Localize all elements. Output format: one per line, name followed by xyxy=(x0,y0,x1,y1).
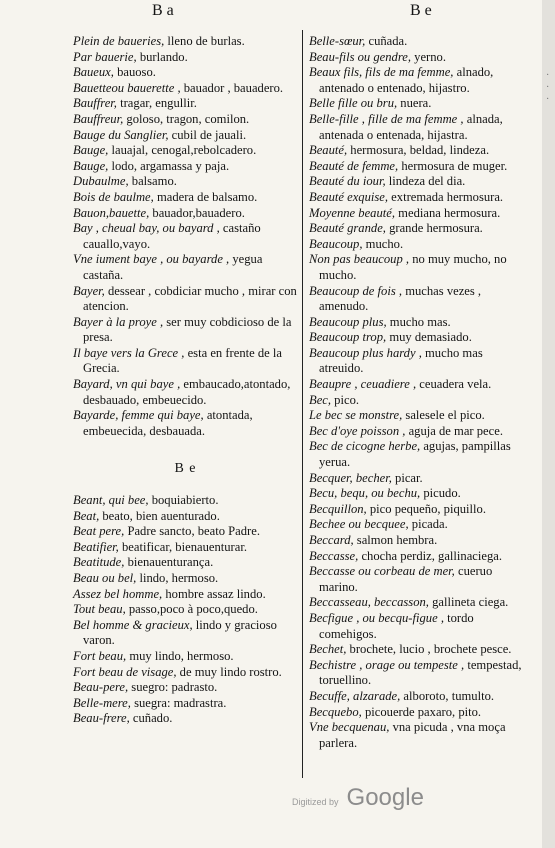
entry-headword: Tout beau, xyxy=(73,602,126,617)
left-running-header: B a xyxy=(152,2,174,19)
entry-headword: Beaux fils, fils de ma femme, xyxy=(309,65,454,80)
dictionary-entry xyxy=(73,711,298,727)
dictionary-entry xyxy=(73,284,298,315)
entry-headword: Belle fille ou bru, xyxy=(309,96,398,111)
entry-headword: Belle-sœur, xyxy=(309,34,366,48)
entry-headword: Vne becquenau, xyxy=(309,720,390,735)
entry-headword: Beauté du iour, xyxy=(309,174,386,189)
entry-headword: Bayer, xyxy=(73,283,105,298)
dictionary-entry xyxy=(73,128,298,144)
entry-headword: Bay , cheual bay, ou bayard , xyxy=(73,221,220,236)
google-logo: Google xyxy=(346,784,424,811)
bleed-through-marks: · · · xyxy=(546,70,550,105)
entry-definition: muy lindo, hermoso. xyxy=(126,648,234,663)
entry-definition: mucho. xyxy=(362,236,404,251)
entry-headword: Beccasse, xyxy=(309,548,359,563)
entry-definition: grande hermosura. xyxy=(385,221,483,236)
dictionary-entry xyxy=(73,665,298,681)
entry-headword: Beaucoup trop, xyxy=(309,330,387,345)
entry-definition: mediana hermosura. xyxy=(395,205,501,220)
entry-definition: tragar, engullir. xyxy=(116,96,197,111)
entry-headword: Bois de baulme, xyxy=(73,189,154,204)
entry-headword: Beauté, xyxy=(309,143,348,158)
dictionary-entry xyxy=(309,424,527,440)
entry-headword: Beaucoup, xyxy=(309,236,363,251)
entry-headword: Beat pere, xyxy=(73,524,125,539)
entry-definition: hermosura, beldad, lindeza. xyxy=(347,143,490,158)
dictionary-entry xyxy=(73,602,298,618)
entry-headword: Beat, xyxy=(73,508,100,523)
entry-definition: burlando. xyxy=(136,49,188,64)
dictionary-entry xyxy=(309,408,527,424)
entry-headword: Bechee ou becquee, xyxy=(309,517,409,532)
entry-definition: muy demasiado. xyxy=(386,330,472,345)
entry-headword: Bauffrer, xyxy=(73,96,117,111)
entry-definition: tempestad, toruellino. xyxy=(319,657,522,688)
dictionary-entry xyxy=(309,533,527,549)
entry-headword: Belle-mere, xyxy=(73,695,131,710)
dictionary-entry xyxy=(309,190,527,206)
entry-headword: Beaucoup plus, xyxy=(309,314,387,329)
entry-definition: castaño cauallo,vayo. xyxy=(83,221,261,251)
entry-headword: Beaupre , ceuadiere , xyxy=(309,377,417,392)
entry-headword: Bechet, xyxy=(309,642,347,657)
dictionary-entry xyxy=(73,346,298,377)
dictionary-entry xyxy=(309,564,527,595)
entry-definition: picada. xyxy=(408,517,448,532)
entry-headword: Baueux, xyxy=(73,65,114,80)
entry-definition: lindo, hermoso. xyxy=(136,571,219,585)
entry-headword: Becquebo, xyxy=(309,704,362,719)
entry-headword: Bel homme & gracieux, xyxy=(73,617,193,632)
entry-headword: Beccasse ou corbeau de mer, xyxy=(309,564,455,579)
entry-headword: Beaucoup de fois , xyxy=(309,283,403,298)
entry-definition: bauoso. xyxy=(113,65,156,80)
entry-definition: lindeza del dia. xyxy=(385,174,466,189)
entry-definition: dessear , cobdiciar mucho , mirar con atencion. xyxy=(83,283,297,314)
entry-definition: brochete, lucio , brochete pesce. xyxy=(346,642,512,657)
dictionary-entry xyxy=(309,237,527,253)
right-entries xyxy=(309,34,527,751)
dictionary-entry xyxy=(73,509,298,525)
entry-headword: Assez bel homme, xyxy=(73,586,163,601)
dictionary-entry xyxy=(309,642,527,658)
entry-definition: bauador,bauadero. xyxy=(149,205,245,220)
dictionary-entry xyxy=(73,571,298,587)
dictionary-entry xyxy=(309,50,527,66)
entry-definition: cuñado. xyxy=(129,711,173,726)
left-column xyxy=(73,34,298,727)
entry-definition: extremada hermosura. xyxy=(388,189,504,204)
entry-definition: salesele el pico. xyxy=(402,408,485,423)
section-title: B e xyxy=(174,461,197,477)
entry-headword: Bauge, xyxy=(73,143,109,158)
entry-definition: cubil de jauali. xyxy=(168,127,247,142)
dictionary-entry xyxy=(73,315,298,346)
entry-definition: esta en frente de la Grecia. xyxy=(83,345,282,376)
dictionary-entry xyxy=(73,96,298,112)
dictionary-entry xyxy=(73,377,298,408)
entry-headword: Beauté grande, xyxy=(309,221,386,236)
entry-definition: picar. xyxy=(391,470,423,485)
entry-headword: Becu, bequ, ou bechu, xyxy=(309,486,421,501)
entry-definition: de muy lindo rostro. xyxy=(176,664,282,679)
entry-definition: balsamo. xyxy=(128,174,177,189)
dictionary-entry xyxy=(309,159,527,175)
entry-headword: Beaucoup plus hardy , xyxy=(309,345,422,360)
entry-headword: Non pas beaucoup , xyxy=(309,252,410,267)
entry-definition: suegro: padrasto. xyxy=(128,680,218,695)
entry-definition: hombre assaz lindo. xyxy=(162,586,266,601)
entry-definition: passo,poco à poco,quedo. xyxy=(125,602,258,617)
dictionary-entry xyxy=(309,549,527,565)
entry-definition: yerno. xyxy=(411,49,446,64)
dictionary-entry xyxy=(73,555,298,571)
entry-headword: Bec de cicogne herbe, xyxy=(309,439,421,454)
watermark-prefix: Digitized by xyxy=(292,797,339,807)
entry-definition: pico pequeño, piquillo. xyxy=(366,501,486,516)
dictionary-entry xyxy=(309,705,527,721)
dictionary-entry xyxy=(73,493,298,509)
entry-definition: agujas, pampillas yerua. xyxy=(319,439,511,470)
dictionary-entry xyxy=(73,81,298,97)
dictionary-entry xyxy=(73,159,298,175)
dictionary-entry xyxy=(309,252,527,283)
dictionary-entry xyxy=(309,65,527,96)
entry-definition: cueruo marino. xyxy=(319,564,493,594)
entry-definition: muchas vezes , amenudo. xyxy=(319,283,482,314)
entry-definition: no muy mucho, no mucho. xyxy=(319,252,507,282)
entry-headword: Becuffe, alzarade, xyxy=(309,688,401,703)
entry-definition: lauajal, cenogal,rebolcadero. xyxy=(108,143,257,158)
entry-definition: lodo, argamassa y paja. xyxy=(108,158,230,173)
dictionary-entry xyxy=(309,346,527,377)
dictionary-entry xyxy=(73,649,298,665)
entry-definition: goloso, tragon, comilon. xyxy=(123,111,250,126)
entry-headword: Bec, xyxy=(309,392,332,407)
entry-definition: chocha perdiz, gallinaciega. xyxy=(358,548,503,563)
dictionary-entry xyxy=(309,315,527,331)
entry-definition: suegra: madrastra. xyxy=(130,695,227,710)
entry-definition: bauador , bauadero. xyxy=(180,80,284,95)
dictionary-entry xyxy=(73,50,298,66)
entry-headword: Bauetteou bauerette , xyxy=(73,80,181,95)
entry-headword: Vne iument baye , ou bayarde , xyxy=(73,252,230,267)
entry-definition: bienauenturança. xyxy=(124,555,214,570)
dictionary-entry xyxy=(309,112,527,143)
entry-headword: Beau ou bel, xyxy=(73,571,137,585)
dictionary-entry xyxy=(73,696,298,712)
entry-definition: ceuadera vela. xyxy=(416,377,492,392)
dictionary-entry xyxy=(73,221,298,252)
entry-headword: Bauge, xyxy=(73,158,109,173)
entry-headword: Bayard, vn qui baye , xyxy=(73,377,181,392)
dictionary-entry xyxy=(73,540,298,556)
dictionary-entry xyxy=(309,517,527,533)
entry-definition: mucho mas atreuido. xyxy=(319,345,483,376)
entry-headword: Beau-fils ou gendre, xyxy=(309,49,412,64)
entry-headword: Bec d'oye poisson , xyxy=(309,423,406,438)
dictionary-entry xyxy=(309,330,527,346)
dictionary-entry xyxy=(73,524,298,540)
entry-definition: picudo. xyxy=(420,486,461,501)
dictionary-entry xyxy=(73,618,298,649)
entry-headword: Bayer à la proye , xyxy=(73,314,164,329)
dictionary-entry xyxy=(73,190,298,206)
page-edge xyxy=(542,0,555,848)
dictionary-entry xyxy=(73,65,298,81)
dictionary-entry xyxy=(73,252,298,283)
entry-headword: Bechistre , orage ou tempeste , xyxy=(309,657,465,672)
dictionary-entry xyxy=(309,486,527,502)
entry-definition: gallineta ciega. xyxy=(428,595,509,610)
entry-definition: lindo y gracioso varon. xyxy=(83,617,277,648)
entry-headword: Becquillon, xyxy=(309,501,367,516)
dictionary-entry xyxy=(73,408,298,439)
entry-definition: atontada, embeuecida, desbauada. xyxy=(83,408,253,438)
entry-definition: alboroto, tumulto. xyxy=(400,688,495,703)
right-running-header: B e xyxy=(410,2,432,19)
dictionary-entry xyxy=(309,174,527,190)
entry-definition: cuñada. xyxy=(365,34,408,48)
dictionary-entry xyxy=(309,439,527,470)
entry-headword: Beau-pere, xyxy=(73,680,129,695)
entry-headword: Dubaulme, xyxy=(73,174,129,189)
entry-headword: Il baye vers la Grece , xyxy=(73,345,185,360)
entry-definition: beato, bien auenturado. xyxy=(99,508,220,523)
entry-definition: pico. xyxy=(331,392,360,407)
dictionary-entry xyxy=(309,658,527,689)
entry-headword: Beant, qui bee, xyxy=(73,493,149,508)
entry-definition: Padre sancto, beato Padre. xyxy=(124,524,260,539)
entry-definition: alnada, antenada o entenada, hijastra. xyxy=(319,111,503,142)
entry-headword: Beatifier, xyxy=(73,539,119,554)
dictionary-entry xyxy=(73,112,298,128)
entry-headword: Bayarde, femme qui baye, xyxy=(73,408,204,423)
entry-definition: nuera. xyxy=(397,96,432,111)
entry-definition: ser muy cobdicioso de la presa. xyxy=(83,314,292,345)
entry-definition: aguja de mar pece. xyxy=(405,423,503,438)
dictionary-entry xyxy=(309,284,527,315)
entry-definition: beatificar, bienauenturar. xyxy=(118,539,247,554)
entry-definition: yegua castaña. xyxy=(83,252,263,282)
dictionary-entry xyxy=(73,143,298,159)
column-divider xyxy=(302,30,303,778)
dictionary-entry xyxy=(309,595,527,611)
entry-headword: Beauté de femme, xyxy=(309,158,399,173)
dictionary-entry xyxy=(309,471,527,487)
dictionary-entry xyxy=(309,221,527,237)
entry-definition: picouerde paxaro, pito. xyxy=(361,704,482,719)
dictionary-entry xyxy=(309,393,527,409)
dictionary-entry xyxy=(309,206,527,222)
entry-headword: Becquer, becher, xyxy=(309,470,392,485)
entry-definition: embaucado,atontado, desbauado, embeuecido. xyxy=(83,377,291,407)
dictionary-entry xyxy=(73,680,298,696)
dictionary-entry xyxy=(309,502,527,518)
entry-headword: Bauge du Sanglier, xyxy=(73,127,169,142)
right-column xyxy=(309,34,527,751)
watermark xyxy=(292,784,424,812)
dictionary-entry xyxy=(309,611,527,642)
dictionary-entry xyxy=(309,143,527,159)
entry-headword: Beccasseau, beccasson, xyxy=(309,595,429,610)
dictionary-entry xyxy=(73,174,298,190)
entry-definition: mucho mas. xyxy=(386,314,451,329)
entry-definition: boquiabierto. xyxy=(148,493,219,508)
entry-definition: lleno de burlas. xyxy=(164,34,245,48)
entry-headword: Beau-frere, xyxy=(73,711,130,726)
entry-headword: Beauté exquise, xyxy=(309,189,389,204)
dictionary-entry xyxy=(73,206,298,222)
entry-headword: Fort beau de visage, xyxy=(73,664,177,679)
dictionary-entry xyxy=(309,689,527,705)
entry-headword: Bauffreur, xyxy=(73,111,124,126)
entry-headword: Bauon,bauette, xyxy=(73,205,150,220)
dictionary-entry xyxy=(73,587,298,603)
dictionary-entry xyxy=(309,377,527,393)
dictionary-entry xyxy=(309,34,527,50)
entry-headword: Plein de baueries, xyxy=(73,34,165,48)
entry-definition: vna picuda , vna moça parlera. xyxy=(319,720,506,750)
entry-definition: alnado, antenado o entenado, hijastro. xyxy=(319,65,494,95)
left-entries-top xyxy=(73,34,298,439)
dictionary-entry xyxy=(309,720,527,751)
entry-definition: tordo comehigos. xyxy=(319,610,474,641)
entry-headword: Moyenne beauté, xyxy=(309,205,396,220)
entry-headword: Fort beau, xyxy=(73,648,127,663)
entry-headword: Becfigue , ou becqu-figue , xyxy=(309,610,444,625)
entry-headword: Le bec se monstre, xyxy=(309,408,403,423)
entry-headword: Beatitude, xyxy=(73,555,125,570)
dictionary-entry xyxy=(309,96,527,112)
entry-headword: Beccard, xyxy=(309,533,354,547)
dictionary-entry xyxy=(73,34,298,50)
entry-definition: madera de balsamo. xyxy=(153,189,258,204)
entry-headword: Belle-fille , fille de ma femme , xyxy=(309,111,464,126)
left-entries-bottom xyxy=(73,493,298,727)
entry-headword: Par bauerie, xyxy=(73,49,137,64)
entry-definition: salmon hembra. xyxy=(353,533,438,547)
entry-definition: hermosura de muger. xyxy=(398,158,508,173)
